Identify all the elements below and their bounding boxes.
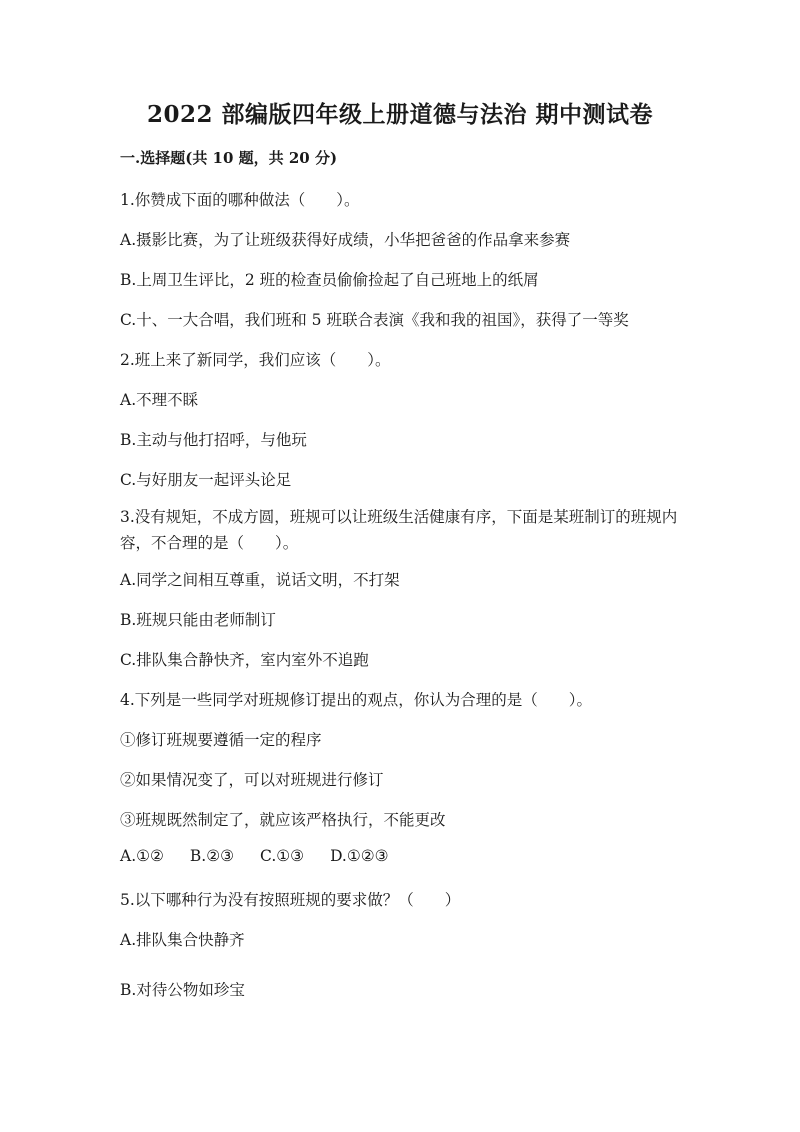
question-1-option-b: B.上周卫生评比，2 班的检查员偷偷捡起了自己班地上的纸屑 [120,271,539,289]
question-4-option-b: B.②③ [189,847,235,865]
question-3-stem: 3.没有规矩，不成方圆，班规可以让班级生活健康有序，下面是某班制订的班规内容，不合理的是（ ）。 [120,508,678,552]
question-3-option-c: C.排队集合静快齐，室内室外不追跑 [120,651,369,669]
question-4-option-a: A.①② [120,847,164,865]
question-1-option-a: A.摄影比赛，为了让班级获得好成绩，小华把爸爸的作品拿来参赛 [120,231,571,249]
section-heading: 一.选择题(共 10 题，共 20 分) [120,149,338,167]
question-2-option-a: A.不理不睬 [120,391,199,409]
question-5-option-b: B.对待公物如珍宝 [120,981,245,999]
question-4-statement-1: ①修订班规要遵循一定的程序 [120,731,322,749]
question-4-option-c: C.①③ [260,847,305,865]
question-4-statement-2: ②如果情况变了，可以对班规进行修订 [120,771,384,789]
question-4-stem: 4.下列是一些同学对班规修订提出的观点，你认为合理的是（ ）。 [120,691,593,709]
question-2-stem: 2.班上来了新同学，我们应该（ ）。 [120,351,391,369]
page-title: 2022 部编版四年级上册道德与法治 期中测试卷 [146,101,654,128]
question-3-option-b: B.班规只能由老师制订 [120,611,276,629]
question-4-options [120,847,389,865]
question-1-stem: 1.你赞成下面的哪种做法（ ）。 [120,191,360,209]
question-3-option-a: A.同学之间相互尊重，说话文明，不打架 [120,571,400,589]
question-4-statement-3: ③班规既然制定了，就应该严格执行，不能更改 [120,811,446,829]
question-2-option-c: C.与好朋友一起评头论足 [120,471,292,489]
question-5-stem: 5.以下哪种行为没有按照班规的要求做？（ ） [120,891,461,909]
question-5-option-a: A.排队集合快静齐 [120,931,245,949]
question-2-option-b: B.主动与他打招呼，与他玩 [120,431,307,449]
question-1-option-c: C.十、一大合唱，我们班和 5 班联合表演《我和我的祖国》，获得了一等奖 [120,311,629,329]
question-4-option-d: D.①②③ [330,847,389,865]
